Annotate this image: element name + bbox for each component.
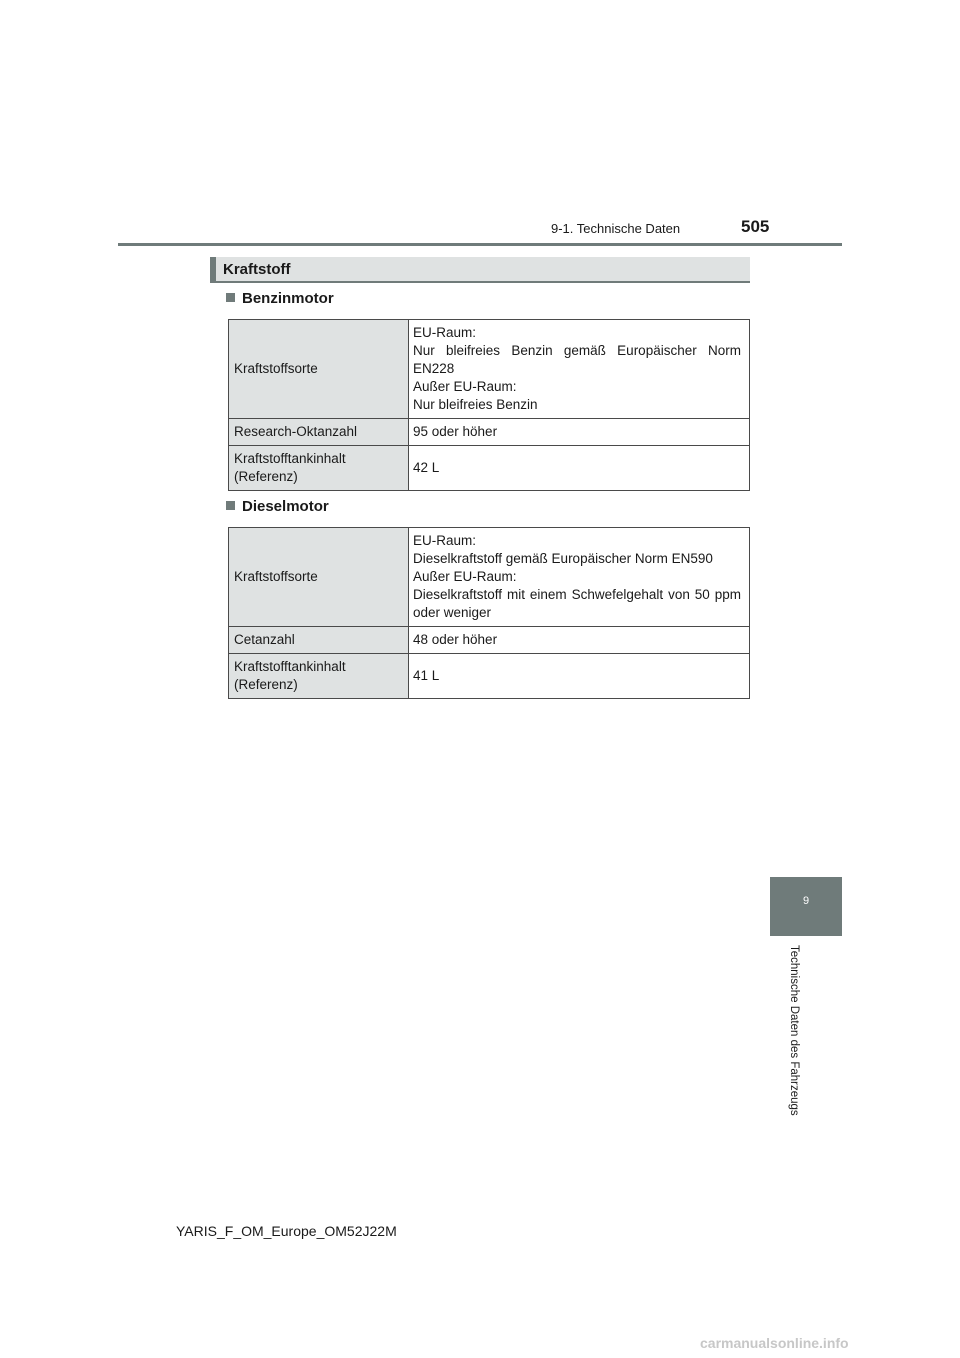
square-bullet-icon (226, 501, 235, 510)
gasoline-heading (226, 290, 334, 307)
chapter-number: 9 (802, 895, 810, 907)
table-row (229, 419, 750, 446)
spec-key: Kraftstofftankinhalt (Referenz) (229, 446, 409, 491)
table-row (229, 320, 750, 419)
gasoline-heading-label: Benzinmotor (242, 290, 334, 307)
spec-value-line: EU-Raum: (413, 325, 477, 340)
table-row (229, 446, 750, 491)
table-row (229, 627, 750, 654)
spec-value (409, 320, 750, 419)
spec-value-line: Nur bleifreies Benzin (413, 397, 538, 412)
watermark: carmanualsonline.info (700, 1335, 849, 1351)
spec-value-line: Nur bleifreies Benzin gemäß Europäischer Norm EN228 (413, 343, 741, 376)
spec-value-line: Dieselkraftstoff gemäß Europäischer Norm EN590 (413, 551, 713, 566)
table-row (229, 528, 750, 627)
spec-value-line: EU-Raum: (413, 533, 477, 548)
chapter-label: Technische Daten des Fahrzeugs (788, 945, 800, 1116)
spec-key: Kraftstoffsorte (229, 528, 409, 627)
diesel-heading (226, 498, 329, 515)
spec-value-line: Außer EU-Raum: (413, 379, 517, 394)
section-title: Kraftstoff (223, 261, 291, 278)
spec-value: 95 oder höher (409, 419, 750, 446)
spec-value (409, 528, 750, 627)
spec-value: 42 L (409, 446, 750, 491)
gasoline-spec-table (228, 319, 750, 491)
spec-key: Cetanzahl (229, 627, 409, 654)
diesel-spec-table (228, 527, 750, 699)
square-bullet-icon (226, 293, 235, 302)
page-number: 505 (741, 217, 770, 236)
section-bar-mark (210, 257, 216, 281)
diesel-heading-label: Dieselmotor (242, 498, 329, 515)
spec-key: Kraftstofftankinhalt (Referenz) (229, 654, 409, 699)
table-row (229, 654, 750, 699)
spec-key: Kraftstoffsorte (229, 320, 409, 419)
document-footer: YARIS_F_OM_Europe_OM52J22M (176, 1223, 397, 1239)
spec-value-line: Dieselkraftstoff mit einem Schwefelgehalt von 50 ppm oder weniger (413, 587, 741, 620)
spec-value: 41 L (409, 654, 750, 699)
chapter-tab[interactable] (770, 877, 842, 936)
spec-value-line: Außer EU-Raum: (413, 569, 517, 584)
section-title-bar (210, 257, 750, 283)
spec-key: Research-Oktanzahl (229, 419, 409, 446)
page-header-section: 9-1. Technische Daten (551, 221, 681, 236)
header-rule (118, 243, 842, 246)
spec-value: 48 oder höher (409, 627, 750, 654)
